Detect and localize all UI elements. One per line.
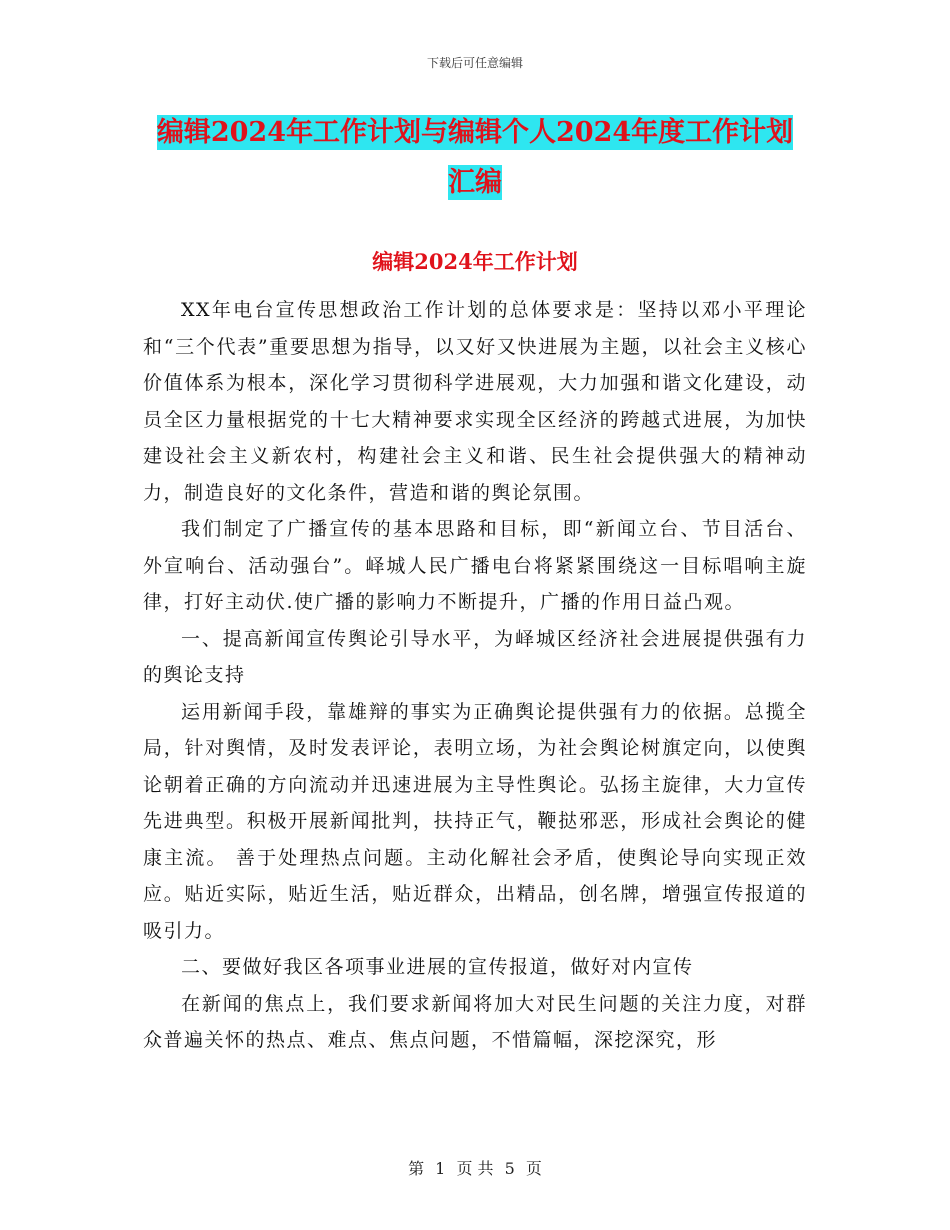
paragraph: 二、要做好我区各项事业进展的宣传报道，做好对内宣传: [181, 956, 694, 978]
footer-suffix: 页: [525, 1159, 542, 1178]
page-footer: [0, 1156, 950, 1179]
paragraph: XX年电台宣传思想政治工作计划的总体要求是：坚持以邓小平理论和“三个代表”重要思想为指导，以又好又快进展为主题，以社会主义核心价值体系为根本，深化学习贯彻科学进展观，大力加强和谐文化建设，动员全区力量根据党的十七大精神要求实现全区经济的跨越式进展，为加快建设社会主义新农村，构建社会主义和谐、民生社会提供强大的精神动力，制造良好的文化条件，营造和谐的舆论氛围。: [143, 299, 807, 504]
paragraph: 运用新闻手段，靠雄辩的事实为正确舆论提供强有力的依据。总揽全局，针对舆情，及时发表评论，表明立场，为社会舆论树旗定向，以使舆论朝着正确的方向流动并迅速进展为主导性舆论。弘扬主旋律，大力宣传先进典型。积极开展新闻批判，扶持正气，鞭挞邪恶，形成社会舆论的健康主流。 善于处理热点问题。主动化解社会矛盾，使舆论导向实现正效应。贴近实际，贴近生活，贴近群众，出精品，创名牌，增强宣传报道的吸引力。: [143, 700, 807, 942]
title-line-1: 编辑2024年工作计划与编辑个人2024年度工作计划: [156, 117, 794, 148]
paragraph: 我们制定了广播宣传的基本思路和目标，即“新闻立台、节目活台、外宣响台、活动强台”。峄城人民广播电台将紧紧围绕这一目标唱响主旋律，打好主动伏.使广播的影响力不断提升，广播的作用日益凸观。: [143, 518, 807, 613]
page-number: 1: [435, 1159, 446, 1178]
footer-middle: 页 共: [456, 1159, 494, 1178]
document-title: [0, 108, 950, 208]
paragraph: 一、提高新闻宣传舆论引导水平，为峄城区经济社会进展提供强有力的舆论支持: [143, 627, 807, 686]
footer-prefix: 第: [408, 1159, 425, 1178]
body-text: [143, 292, 807, 1059]
header-note: 下载后可任意编辑: [426, 56, 523, 70]
section-title: 编辑2024年工作计划: [372, 249, 578, 274]
page-total: 5: [504, 1159, 515, 1178]
paragraph: 在新闻的焦点上，我们要求新闻将加大对民生问题的关注力度，对群众普遍关怀的热点、难点、焦点问题，不惜篇幅，深挖深究，形: [143, 992, 807, 1051]
title-line-2: 汇编: [448, 167, 502, 198]
